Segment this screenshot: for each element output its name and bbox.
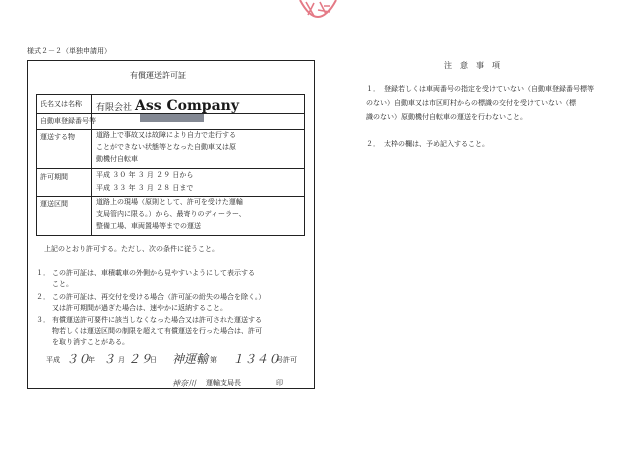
note-1-line-1: 登録若しくは車両番号の指定を受けていない（自動車登録番号標等: [384, 85, 594, 93]
cargo-line-1: 道路上で事故又は故障により自力で走行する: [96, 131, 236, 139]
label-period: 許可期間: [40, 173, 68, 181]
issue-number-suffix: 号許可: [276, 356, 297, 364]
condition-1-line-1: この許可証は、車積載車の外側から見やすいようにして表示する: [52, 269, 255, 277]
issue-office-handwritten: 神運輸: [172, 352, 209, 366]
note-1-line-3: 識のない）原動機付自転車の運送を行わないこと。: [366, 113, 527, 121]
issuer-title: 運輸支局長: [206, 379, 241, 387]
note-1-line-2: のない）自動車又は市区町村からの標識の交付を受けていない（標: [366, 99, 576, 107]
cargo-line-2: ことができない状態等となった自動車又は原: [96, 143, 236, 151]
red-seal-stamp: [296, 0, 340, 26]
condition-3-number: ３．: [36, 316, 50, 324]
section-line-1: 道路上の現場（原則として、許可を受けた運輸: [96, 198, 243, 206]
condition-2-line-2: 又は許可期間が過ぎた場合は、速やかに返納すること。: [52, 304, 227, 312]
permit-title: 有償運送許可証: [130, 71, 186, 80]
condition-3-line-1: 有償運送許可要件に該当しなくなった場合又は許可された運送する: [52, 316, 262, 324]
notes-title: 注 意 事 項: [444, 61, 500, 70]
condition-1-number: １．: [36, 269, 50, 277]
issue-number: １３４０: [232, 352, 281, 366]
issue-era: 平成: [46, 356, 60, 364]
label-registration: 自動車登録番号等: [40, 117, 96, 125]
condition-2-number: ２．: [36, 293, 50, 301]
section-line-2: 支局管内に限る。）から、最寄りのディーラー、: [96, 210, 246, 218]
condition-1-line-2: こと。: [52, 280, 73, 288]
name-value: 有限会社 Ass Company: [96, 98, 239, 114]
registration-redaction: [140, 114, 204, 122]
issuer-seal-mark: 印: [276, 379, 283, 387]
section-line-3: 整備工場、車両置場等までの運送: [96, 222, 201, 230]
cargo-line-3: 動機付自転車: [96, 155, 138, 163]
issue-month: ３: [103, 352, 116, 366]
issue-day-unit: 日: [150, 356, 157, 364]
issue-day: ２９: [128, 352, 153, 366]
note-2-line-1: 太枠の欄は、予め記入すること。: [384, 140, 489, 148]
condition-2-line-1: この許可証は、再交付を受ける場合（許可証の紛失の場合を除く。）: [52, 293, 266, 301]
form-id-label: 様式２－２（単独申請用）: [27, 47, 111, 55]
issue-prefecture-handwritten: 神奈川: [172, 379, 196, 388]
condition-3-line-2: 物若しくは運送区間の制限を超えて有償運送を行った場合は、許可: [52, 327, 262, 335]
condition-3-line-3: を取り消すことがある。: [52, 338, 129, 346]
permit-statement: 上記のとおり許可する。ただし、次の条件に従うこと。: [44, 245, 219, 253]
note-1-number: １．: [366, 85, 380, 93]
issue-dai: 第: [210, 356, 217, 364]
issue-year-unit: 年: [88, 356, 95, 364]
period-to: 平成 ３３ 年 ３ 月 ２８ 日まで: [96, 184, 194, 192]
label-section: 運送区間: [40, 200, 68, 208]
note-2-number: ２．: [366, 140, 380, 148]
issue-month-unit: 月: [118, 356, 125, 364]
label-cargo: 運送する物: [40, 133, 75, 141]
issue-year: ３０: [66, 352, 91, 366]
label-name: 氏名又は名称: [40, 100, 82, 108]
period-from: 平成 ３０ 年 ３ 月 ２９ 日から: [96, 171, 194, 179]
